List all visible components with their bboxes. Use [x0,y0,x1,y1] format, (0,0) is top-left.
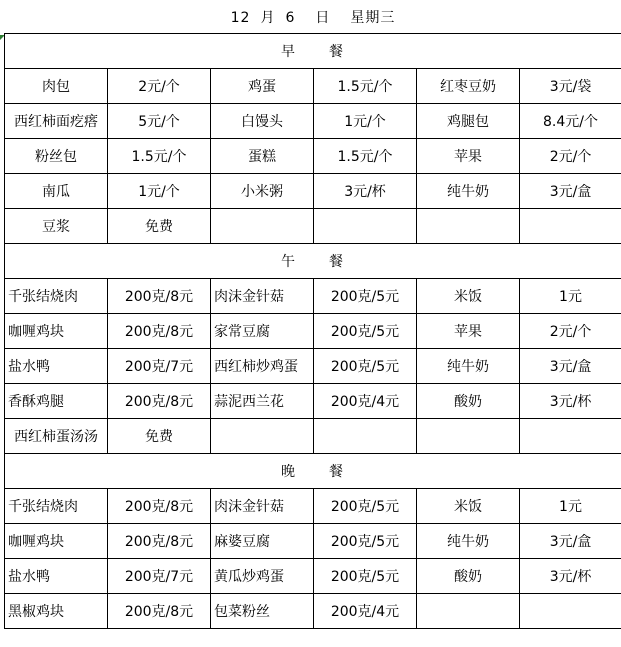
date-day-unit: 日 [315,9,331,26]
table-row [5,174,621,209]
dish-name: 西红柿面疙瘩 [5,104,108,139]
dish-price: 2元/个 [520,314,621,349]
dish-name [211,209,314,244]
table-row [5,489,621,524]
dish-price: 3元/杯 [314,174,417,209]
dish-price: 免费 [108,419,211,454]
dish-name: 盐水鸭 [5,349,108,384]
table-row [5,314,621,349]
dish-name: 黄瓜炒鸡蛋 [211,559,314,594]
dish-name: 纯牛奶 [417,174,520,209]
breakfast-title: 早 餐 [5,34,621,69]
breakfast-header-row [5,34,621,69]
date-row [5,0,621,34]
table-row [5,559,621,594]
dish-name: 鸡蛋 [211,69,314,104]
dish-name: 西红柿蛋汤汤 [5,419,108,454]
dish-price [314,209,417,244]
dish-name: 麻婆豆腐 [211,524,314,559]
dish-price: 200克/5元 [314,524,417,559]
dinner-title: 晚 餐 [5,454,621,489]
dish-price [314,419,417,454]
dish-name: 纯牛奶 [417,349,520,384]
dish-price: 3元/袋 [520,69,621,104]
dish-price: 3元/杯 [520,384,621,419]
dish-price [520,594,621,629]
table-row [5,349,621,384]
dish-name: 黑椒鸡块 [5,594,108,629]
dish-price: 5元/个 [108,104,211,139]
dish-name: 家常豆腐 [211,314,314,349]
dish-price: 8.4元/个 [520,104,621,139]
dish-name: 肉沫金针菇 [211,489,314,524]
date-day: 6 [285,9,296,26]
dish-price [520,419,621,454]
dish-price: 200克/4元 [314,594,417,629]
dish-price: 200克/7元 [108,349,211,384]
dish-name: 咖喱鸡块 [5,314,108,349]
dish-name [417,419,520,454]
date-weekday: 星期三 [350,9,396,26]
table-row [5,279,621,314]
table-row [5,524,621,559]
date-month: 12 [230,9,251,26]
menu-table [4,0,621,629]
dish-price: 免费 [108,209,211,244]
lunch-header-row [5,244,621,279]
dish-name: 千张结烧肉 [5,279,108,314]
dish-price: 200克/7元 [108,559,211,594]
dish-price: 2元/个 [520,139,621,174]
dish-name: 香酥鸡腿 [5,384,108,419]
table-row [5,594,621,629]
table-row [5,69,621,104]
dish-price: 200克/8元 [108,524,211,559]
dish-name: 蛋糕 [211,139,314,174]
dish-name: 白馒头 [211,104,314,139]
dish-price: 200克/5元 [314,349,417,384]
dish-price: 3元/盒 [520,524,621,559]
dish-price: 200克/8元 [108,279,211,314]
dish-price: 200克/8元 [108,594,211,629]
dish-name: 苹果 [417,314,520,349]
dish-price: 1元 [520,489,621,524]
dish-name: 酸奶 [417,559,520,594]
dish-price: 3元/盒 [520,174,621,209]
dish-price: 200克/5元 [314,279,417,314]
dish-price: 1元/个 [108,174,211,209]
table-row [5,139,621,174]
dish-name: 肉沫金针菇 [211,279,314,314]
dish-name: 千张结烧肉 [5,489,108,524]
dish-name [417,594,520,629]
dish-price: 200克/8元 [108,384,211,419]
dish-price: 1元/个 [314,104,417,139]
table-row [5,104,621,139]
table-row [5,419,621,454]
dish-name: 米饭 [417,489,520,524]
dish-price: 200克/5元 [314,314,417,349]
dish-name: 酸奶 [417,384,520,419]
dish-name: 粉丝包 [5,139,108,174]
dish-price: 1.5元/个 [314,139,417,174]
dish-name: 红枣豆奶 [417,69,520,104]
dish-price: 200克/4元 [314,384,417,419]
dish-name: 蒜泥西兰花 [211,384,314,419]
dish-price: 200克/5元 [314,489,417,524]
dish-price: 1.5元/个 [108,139,211,174]
table-row [5,209,621,244]
dish-name: 南瓜 [5,174,108,209]
dish-name: 咖喱鸡块 [5,524,108,559]
dish-name [211,419,314,454]
dish-name: 苹果 [417,139,520,174]
dish-name: 包菜粉丝 [211,594,314,629]
dish-name: 盐水鸭 [5,559,108,594]
dish-name: 纯牛奶 [417,524,520,559]
dish-price: 200克/8元 [108,314,211,349]
dinner-header-row [5,454,621,489]
dish-price [520,209,621,244]
dish-name: 小米粥 [211,174,314,209]
dish-name: 肉包 [5,69,108,104]
dish-price: 2元/个 [108,69,211,104]
dish-price: 1.5元/个 [314,69,417,104]
dish-name: 米饭 [417,279,520,314]
dish-price: 3元/盒 [520,349,621,384]
dish-price: 200克/8元 [108,489,211,524]
dish-price: 3元/杯 [520,559,621,594]
dish-name: 豆浆 [5,209,108,244]
lunch-title: 午 餐 [5,244,621,279]
dish-price: 200克/5元 [314,559,417,594]
date-month-unit: 月 [260,9,276,26]
dish-name: 西红柿炒鸡蛋 [211,349,314,384]
dish-name: 鸡腿包 [417,104,520,139]
dish-name [417,209,520,244]
dish-price: 1元 [520,279,621,314]
date-title [5,0,621,34]
table-row [5,384,621,419]
